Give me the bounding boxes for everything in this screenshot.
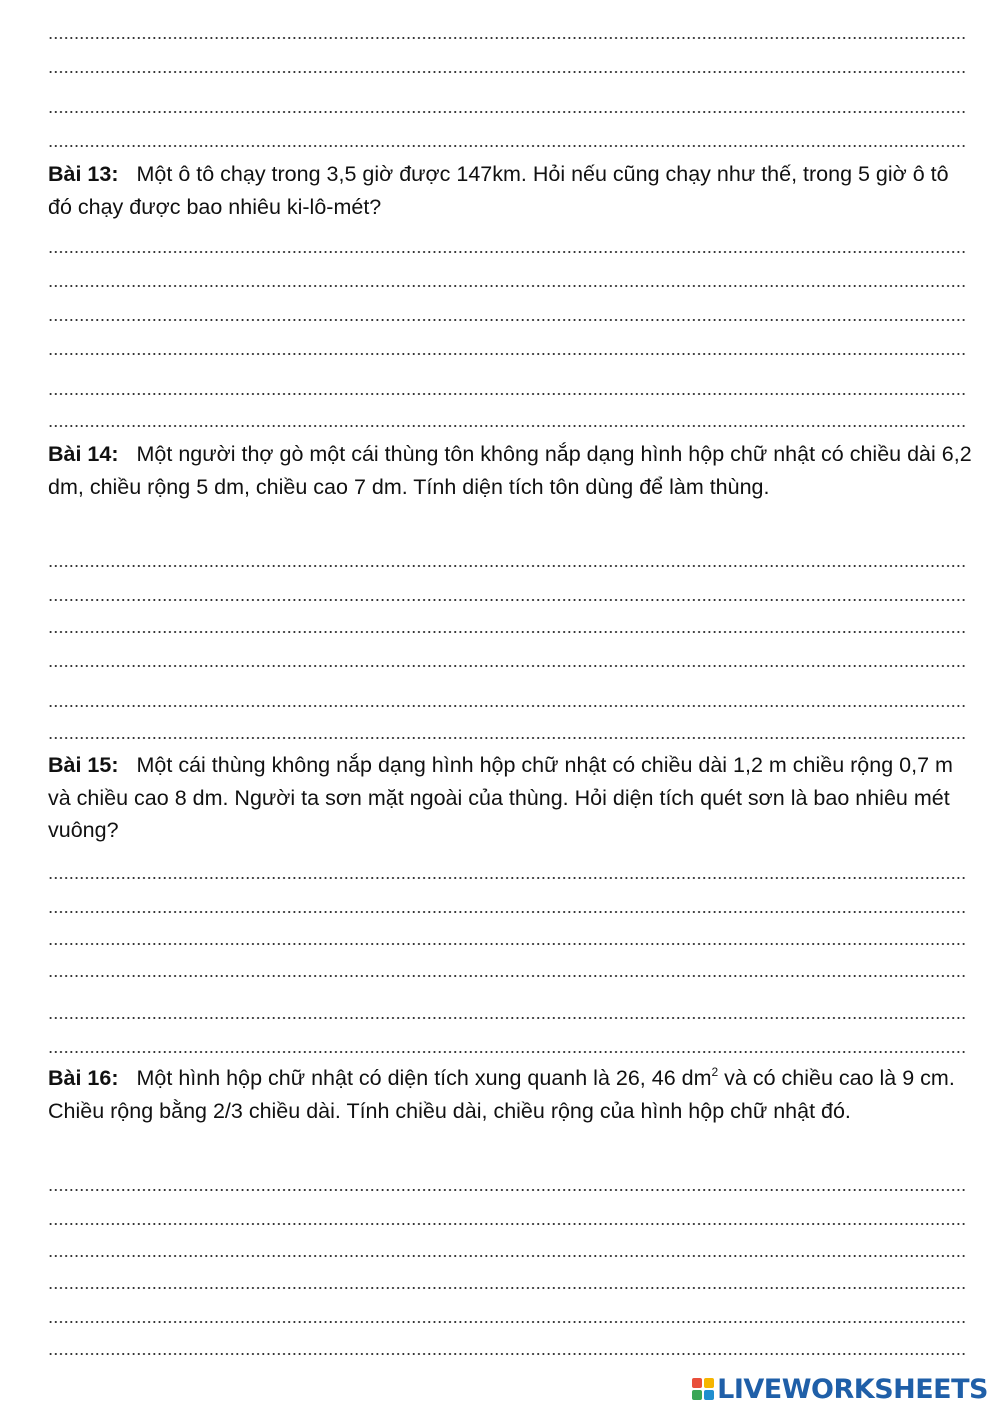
answer-line[interactable] <box>48 352 966 356</box>
problem-text: Một hình hộp chữ nhật có diện tích xung quanh là 26, 46 dm <box>136 1066 712 1090</box>
answer-line[interactable] <box>48 1352 966 1356</box>
answer-line[interactable] <box>48 1222 966 1226</box>
problem-label: Bài 13: <box>48 162 119 186</box>
answer-line[interactable] <box>48 1188 966 1192</box>
answer-line[interactable] <box>48 974 966 978</box>
answer-line[interactable] <box>48 598 966 602</box>
superscript-exponent: 2 <box>711 1065 719 1079</box>
problem-label: Bài 15: <box>48 753 119 777</box>
answer-line[interactable] <box>48 284 966 288</box>
answer-line[interactable] <box>48 110 966 114</box>
answer-line[interactable] <box>48 564 966 568</box>
problem-13 <box>48 158 978 223</box>
answer-line[interactable] <box>48 704 966 708</box>
answer-line[interactable] <box>48 876 966 880</box>
problem-text: Một người thợ gò một cái thùng tôn không nắp dạng hình hộp chữ nhật có chiều dài 6,2 dm, chiều rộng 5 dm, chiều cao 7 dm. Tính diện tích tôn dùng để làm thùng. <box>48 442 972 499</box>
problem-text: Một cái thùng không nắp dạng hình hộp chữ nhật có chiều dài 1,2 m chiều rộng 0,7 m và chiều cao 8 dm. Người ta sơn mặt ngoài của thùng. Hỏi diện tích quét sơn là bao nhiêu mét vuông? <box>48 753 953 842</box>
problem-text-continued: và có chiều cao là 9 cm. Chiều rộng bằng 2/3 chiều dài. Tính chiều dài, chiều rộng của hình hộp chữ nhật đó. <box>48 1066 955 1123</box>
answer-line[interactable] <box>48 424 966 428</box>
logo-mark-icon <box>692 1378 714 1400</box>
problem-label: Bài 16: <box>48 1066 119 1090</box>
answer-line[interactable] <box>48 36 966 40</box>
answer-line[interactable] <box>48 1286 966 1290</box>
liveworksheets-logo <box>692 1372 988 1406</box>
problem-16 <box>48 1062 978 1127</box>
answer-line[interactable] <box>48 942 966 946</box>
answer-line[interactable] <box>48 70 966 74</box>
logo-text: LIVEWORKSHEETS <box>717 1373 988 1405</box>
answer-line[interactable] <box>48 1050 966 1054</box>
answer-line[interactable] <box>48 392 966 396</box>
answer-line[interactable] <box>48 318 966 322</box>
problem-15 <box>48 749 978 847</box>
problem-14 <box>48 438 978 503</box>
answer-line[interactable] <box>48 1320 966 1324</box>
answer-line[interactable] <box>48 144 966 148</box>
answer-line[interactable] <box>48 1254 966 1258</box>
answer-line[interactable] <box>48 910 966 914</box>
answer-line[interactable] <box>48 664 966 668</box>
problem-text: Một ô tô chạy trong 3,5 giờ được 147km. Hỏi nếu cũng chạy như thế, trong 5 giờ ô tô đó chạy được bao nhiêu ki-lô-mét? <box>48 162 949 219</box>
answer-line[interactable] <box>48 1016 966 1020</box>
answer-line[interactable] <box>48 736 966 740</box>
problem-label: Bài 14: <box>48 442 119 466</box>
answer-line[interactable] <box>48 630 966 634</box>
answer-line[interactable] <box>48 250 966 254</box>
